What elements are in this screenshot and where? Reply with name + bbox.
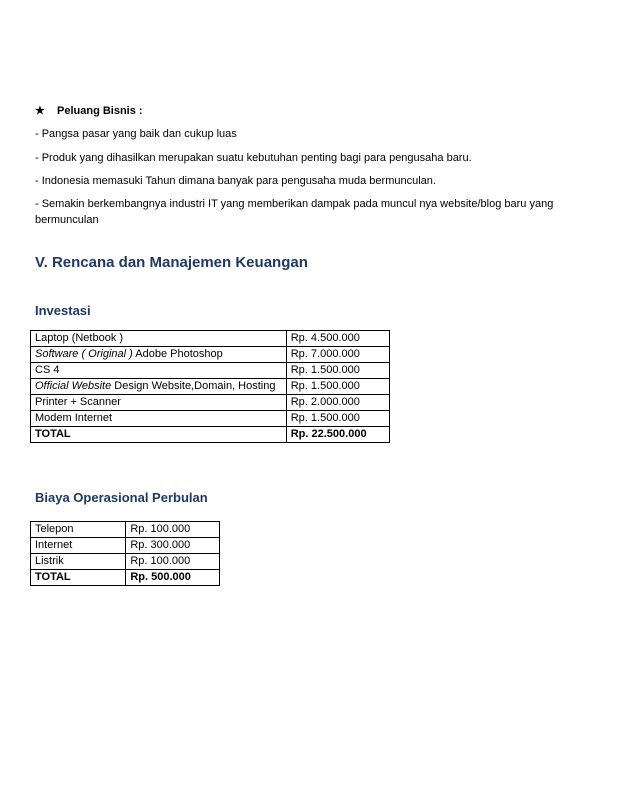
table-row — [31, 538, 220, 554]
table-cell-item: Official Website Design Website,Domain, Hosting — [31, 379, 287, 395]
table-cell-item: Laptop (Netbook ) — [31, 331, 287, 347]
table-cell-value: Rp. 7.000.000 — [286, 347, 389, 363]
table-cell-value: Rp. 300.000 — [126, 538, 220, 554]
table-cell-item: Listrik — [31, 554, 126, 570]
peluang-heading — [35, 104, 143, 117]
table-cell-value: Rp. 1.500.000 — [286, 379, 389, 395]
table-cell-value: Rp. 4.500.000 — [286, 331, 389, 347]
biaya-table — [30, 521, 220, 586]
table-row — [31, 395, 390, 411]
table-cell-item: Telepon — [31, 522, 126, 538]
table-cell-item: Printer + Scanner — [31, 395, 287, 411]
table-cell-item: Software ( Original ) Adobe Photoshop — [31, 347, 287, 363]
table-cell-item: CS 4 — [31, 363, 287, 379]
table-cell-value: Rp. 100.000 — [126, 522, 220, 538]
peluang-item: - Produk yang dihasilkan merupakan suatu kebutuhan penting bagi para pengusaha baru. — [35, 152, 472, 164]
table-cell-value: Rp. 2.000.000 — [286, 395, 389, 411]
table-cell-value: Rp. 1.500.000 — [286, 411, 389, 427]
table-row — [31, 554, 220, 570]
biaya-title: Biaya Operasional Perbulan — [35, 490, 208, 505]
peluang-item: - Indonesia memasuki Tahun dimana banyak para pengusaha muda bermunculan. — [35, 175, 436, 187]
table-cell-total-value: Rp. 22.500.000 — [286, 427, 389, 443]
table-row — [31, 522, 220, 538]
table-row — [31, 379, 390, 395]
table-row — [31, 347, 390, 363]
table-cell-total-value: Rp. 500.000 — [126, 570, 220, 586]
table-row — [31, 411, 390, 427]
investasi-title: Investasi — [35, 303, 91, 318]
peluang-item: - Pangsa pasar yang baik dan cukup luas — [35, 128, 237, 140]
table-cell-item: Internet — [31, 538, 126, 554]
table-cell-total-label: TOTAL — [31, 427, 287, 443]
table-cell-item: Modem Internet — [31, 411, 287, 427]
table-row — [31, 363, 390, 379]
investasi-table — [30, 330, 390, 443]
table-cell-value: Rp. 100.000 — [126, 554, 220, 570]
table-total-row — [31, 427, 390, 443]
peluang-heading-text: Peluang Bisnis : — [57, 104, 143, 117]
table-total-row — [31, 570, 220, 586]
section-title: V. Rencana dan Manajemen Keuangan — [35, 254, 308, 271]
peluang-item: - Semakin berkembangnya industri IT yang memberikan dampak pada muncul nya website/blog baru yang bermunculan — [35, 198, 554, 226]
table-cell-total-label: TOTAL — [31, 570, 126, 586]
table-row — [31, 331, 390, 347]
star-bullet-icon: ★ — [35, 105, 45, 117]
table-cell-value: Rp. 1.500.000 — [286, 363, 389, 379]
